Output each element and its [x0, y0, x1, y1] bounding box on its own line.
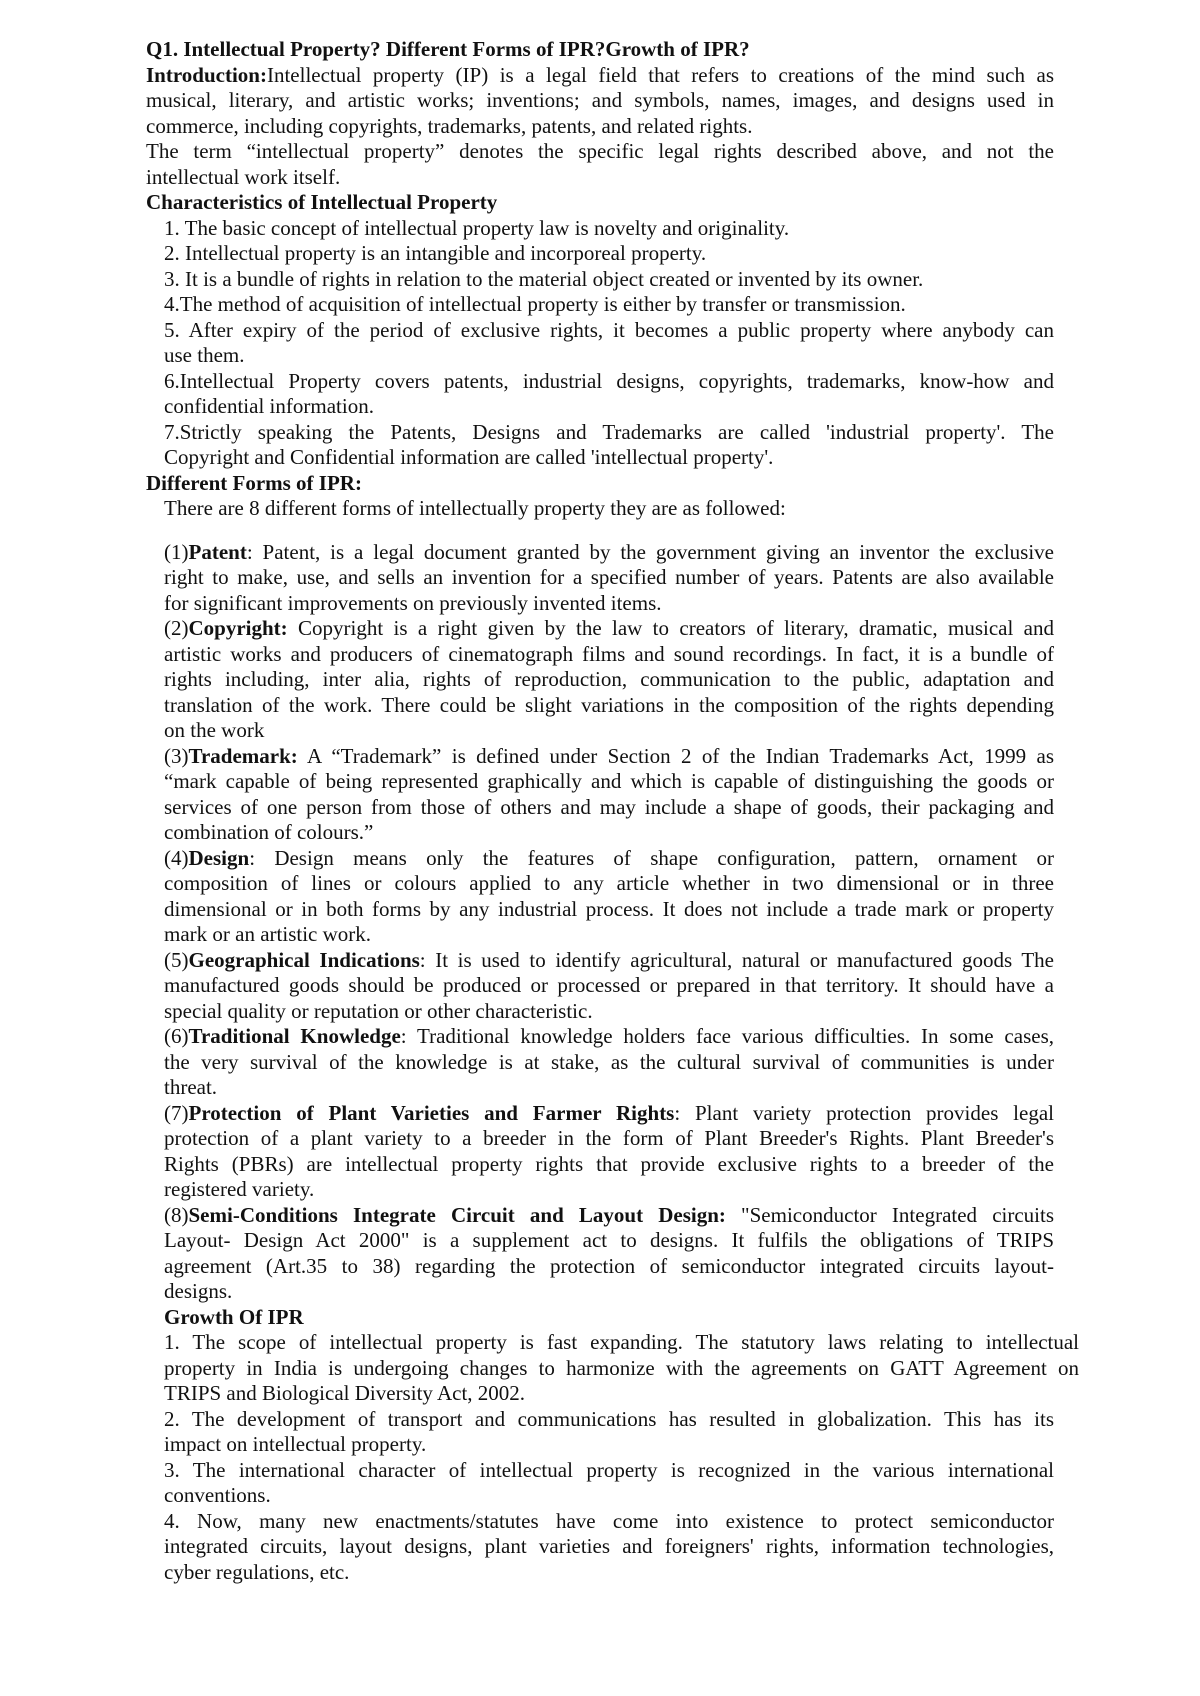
- line-text: dimensional or in both forms by any industrial process. It does not include a trade mark or property: [164, 896, 1054, 921]
- text-line: [164, 292, 1054, 318]
- form-name: Geographical Indications: [188, 947, 420, 972]
- line-text: TRIPS and Biological Diversity Act, 2002.: [164, 1381, 526, 1405]
- text-line: [164, 1203, 1054, 1229]
- text-line: [164, 973, 1054, 999]
- text-line: [164, 318, 1054, 344]
- text-line: [164, 1483, 1054, 1509]
- text-line: [164, 897, 1054, 923]
- characteristic-item: [164, 267, 1054, 293]
- line-text: registered variety.: [164, 1177, 315, 1201]
- text-line: [164, 1101, 1054, 1127]
- line-text: combination of colours.”: [164, 820, 374, 844]
- text-line: [164, 1356, 1079, 1382]
- text-line: [164, 1432, 1054, 1458]
- line-text: confidential information.: [164, 394, 374, 418]
- form-name: Copyright:: [188, 616, 288, 640]
- text-line: [164, 1228, 1054, 1254]
- line-text: rights including, inter alia, rights of reproduction, communication to the public, adaptation and: [164, 667, 1054, 691]
- growth-list: [164, 1330, 1079, 1585]
- text-line: [164, 394, 1054, 420]
- form-item: [164, 744, 1054, 846]
- text-line: [164, 1050, 1054, 1076]
- line-text: Intellectual property (IP) is a legal field that refers to creations of the mind such as: [266, 62, 1054, 87]
- line-text: Rights (PBRs) are intellectual property rights that provide exclusive rights to a breeder of the: [164, 1151, 1054, 1176]
- forms-list: [164, 540, 1054, 1305]
- text-line: [164, 1560, 1054, 1586]
- line-text: Copyright and Confidential information are called 'intellectual property'.: [164, 445, 774, 469]
- characteristic-item: [164, 241, 1054, 267]
- line-text: 7.Strictly speaking the Patents, Designs and Trademarks are called 'industrial property'. The: [164, 419, 1054, 444]
- characteristic-item: [164, 216, 1054, 242]
- text-line: [164, 846, 1054, 872]
- form-name: Design: [188, 845, 250, 870]
- text-line: [164, 369, 1054, 395]
- line-text: The term “intellectual property” denotes the specific legal rights described above, and not the: [146, 139, 1054, 163]
- line-text: 3. It is a bundle of rights in relation to the material object created or invented by its owner.: [164, 266, 924, 291]
- text-line: [164, 1075, 1054, 1101]
- text-line: [164, 267, 1054, 293]
- text-line: [146, 165, 1054, 191]
- text-line: [164, 1152, 1054, 1178]
- line-text: mark or an artistic work.: [164, 922, 372, 946]
- text-line: [164, 718, 1054, 744]
- line-text: : It is used to identify agricultural, natural or manufactured goods The: [419, 947, 1054, 972]
- growth-item: [164, 1407, 1054, 1458]
- text-line: [146, 139, 1054, 165]
- line-text: 1. The scope of intellectual property is fast expanding. The statutory laws relating to intellectual: [164, 1330, 1079, 1354]
- line-text: conventions.: [164, 1483, 271, 1507]
- characteristic-item: [164, 318, 1054, 369]
- line-text: right to make, use, and sells an invention for a specified number of years. Patents are also available: [164, 565, 1054, 589]
- form-number: (3): [164, 743, 189, 768]
- introduction-paragraph: [146, 139, 1054, 190]
- form-name: Trademark:: [188, 743, 298, 768]
- characteristic-item: [164, 369, 1054, 420]
- text-line: [164, 343, 1054, 369]
- text-line: [164, 565, 1054, 591]
- line-text: for significant improvements on previously invented items.: [164, 590, 662, 615]
- text-line: [146, 88, 1054, 114]
- growth-item: [164, 1458, 1054, 1509]
- text-line: [164, 1458, 1054, 1484]
- line-text: 1. The basic concept of intellectual property law is novelty and originality.: [164, 215, 790, 240]
- line-text: Layout- Design Act 2000" is a supplement act to designs. It fulfils the obligations of TRIPS: [164, 1228, 1054, 1252]
- form-item: [164, 948, 1054, 1025]
- form-item: [164, 540, 1054, 617]
- line-text: 4. Now, many new enactments/statutes have come into existence to protect semiconductor: [164, 1508, 1054, 1533]
- text-line: [164, 1381, 1079, 1407]
- characteristic-item: [164, 420, 1054, 471]
- characteristic-item: [164, 292, 1054, 318]
- forms-heading: Different Forms of IPR:: [146, 470, 362, 495]
- line-text: designs.: [164, 1279, 233, 1303]
- text-line: [164, 1509, 1054, 1535]
- line-text: property in India is undergoing changes to harmonize with the agreements on GATT Agreement on: [164, 1355, 1079, 1380]
- text-line: [164, 1330, 1079, 1356]
- text-line: [164, 667, 1054, 693]
- characteristics-heading: Characteristics of Intellectual Property: [146, 190, 498, 214]
- document-body: [146, 37, 1079, 1585]
- line-text: on the work: [164, 718, 265, 742]
- text-line: [146, 63, 1054, 89]
- text-line: [164, 642, 1054, 668]
- line-text: Copyright is a right given by the law to creators of literary, dramatic, musical and: [287, 616, 1054, 640]
- form-name: Protection of Plant Varieties and Farmer Rights: [188, 1100, 675, 1125]
- line-text: 2. The development of transport and communications has resulted in globalization. This has its: [164, 1406, 1054, 1431]
- line-text: artistic works and producers of cinematograph films and sound recordings. In fact, it is a bundle of: [164, 641, 1054, 666]
- introduction-section: [146, 63, 1054, 191]
- form-number: (6): [164, 1024, 189, 1048]
- text-line: [164, 241, 1054, 267]
- line-text: protection of a plant variety to a breeder in the form of Plant Breeder's Rights. Plant Breeder's: [164, 1126, 1054, 1150]
- text-line: [164, 1254, 1054, 1280]
- growth-heading: Growth Of IPR: [164, 1304, 304, 1329]
- form-item: [164, 1203, 1054, 1305]
- form-item: [164, 1024, 1054, 1101]
- line-text: use them.: [164, 343, 245, 367]
- line-text: special quality or reputation or other characteristic.: [164, 998, 593, 1023]
- form-number: (2): [164, 616, 189, 640]
- text-line: [164, 1126, 1054, 1152]
- text-line: [164, 1407, 1054, 1433]
- text-line: [164, 820, 1054, 846]
- text-line: [164, 744, 1054, 770]
- form-number: (1): [164, 539, 189, 564]
- introduction-label: Introduction:: [146, 62, 267, 87]
- line-text: cyber regulations, etc.: [164, 1559, 350, 1584]
- text-line: [164, 693, 1054, 719]
- line-text: intellectual work itself.: [146, 164, 341, 189]
- text-line: [164, 999, 1054, 1025]
- text-line: [146, 114, 1054, 140]
- line-text: “mark capable of being represented graphically and which is capable of distinguishing the goods or: [164, 769, 1054, 793]
- text-line: [164, 1024, 1054, 1050]
- form-number: (4): [164, 845, 189, 870]
- form-item: [164, 846, 1054, 948]
- forms-intro: There are 8 different forms of intellectually property they are as followed:: [164, 496, 786, 520]
- text-line: [164, 769, 1054, 795]
- line-text: 5. After expiry of the period of exclusive rights, it becomes a public property where anybody can: [164, 317, 1054, 342]
- text-line: [164, 795, 1054, 821]
- form-item: [164, 1101, 1054, 1203]
- line-text: impact on intellectual property.: [164, 1432, 427, 1456]
- line-text: 3. The international character of intellectual property is recognized in the various international: [164, 1457, 1054, 1482]
- growth-item: [164, 1509, 1054, 1586]
- page-title: Q1. Intellectual Property? Different Forms of IPR?Growth of IPR?: [146, 37, 750, 61]
- text-line: [164, 591, 1054, 617]
- text-line: [164, 871, 1054, 897]
- text-line: [164, 216, 1054, 242]
- line-text: "Semiconductor Integrated circuits: [725, 1202, 1055, 1227]
- line-text: services of one person from those of others and may include a shape of goods, their packaging and: [164, 794, 1054, 819]
- line-text: agreement (Art.35 to 38) regarding the protection of semiconductor integrated circuits layout-: [164, 1253, 1054, 1278]
- form-number: (8): [164, 1202, 189, 1227]
- line-text: A “Trademark” is defined under Section 2 of the Indian Trademarks Act, 1999 as: [297, 743, 1054, 768]
- line-text: : Patent, is a legal document granted by the government giving an inventor the exclusive: [246, 539, 1054, 564]
- line-text: the very survival of the knowledge is at stake, as the cultural survival of communities is under: [164, 1049, 1054, 1074]
- form-number: (7): [164, 1100, 189, 1125]
- form-number: (5): [164, 947, 189, 972]
- introduction-paragraph: [146, 63, 1054, 140]
- line-text: : Plant variety protection provides legal: [674, 1100, 1054, 1125]
- text-line: [164, 1534, 1054, 1560]
- line-text: manufactured goods should be produced or processed or prepared in that territory. It should have a: [164, 973, 1054, 997]
- form-name: Patent: [188, 539, 247, 564]
- characteristics-list: [164, 216, 1054, 471]
- line-text: : Design means only the features of shape configuration, pattern, ornament or: [249, 845, 1054, 870]
- text-line: [164, 1279, 1054, 1305]
- text-line: [164, 540, 1054, 566]
- form-name: Traditional Knowledge: [188, 1024, 401, 1048]
- text-line: [164, 420, 1054, 446]
- growth-item: [164, 1330, 1079, 1407]
- text-line: [164, 922, 1054, 948]
- text-line: [164, 445, 1054, 471]
- form-name: Semi-Conditions Integrate Circuit and Layout Design:: [188, 1202, 726, 1227]
- line-text: commerce, including copyrights, trademarks, patents, and related rights.: [146, 113, 753, 138]
- text-line: [164, 948, 1054, 974]
- line-text: integrated circuits, layout designs, plant varieties and foreigners' rights, information technologies,: [164, 1534, 1054, 1558]
- line-text: : Traditional knowledge holders face various difficulties. In some cases,: [400, 1024, 1054, 1048]
- line-text: 6.Intellectual Property covers patents, industrial designs, copyrights, trademarks, know-how and: [164, 368, 1054, 393]
- line-text: 2. Intellectual property is an intangible and incorporeal property.: [164, 241, 707, 265]
- text-line: [164, 616, 1054, 642]
- line-text: musical, literary, and artistic works; inventions; and symbols, names, images, and designs used in: [146, 88, 1054, 112]
- line-text: 4.The method of acquisition of intellectual property is either by transfer or transmission.: [164, 292, 906, 316]
- line-text: threat.: [164, 1075, 218, 1099]
- line-text: composition of lines or colours applied to any article whether in two dimensional or in three: [164, 871, 1054, 895]
- text-line: [164, 1177, 1054, 1203]
- line-text: translation of the work. There could be slight variations in the composition of the rights depending: [164, 692, 1054, 717]
- form-item: [164, 616, 1054, 744]
